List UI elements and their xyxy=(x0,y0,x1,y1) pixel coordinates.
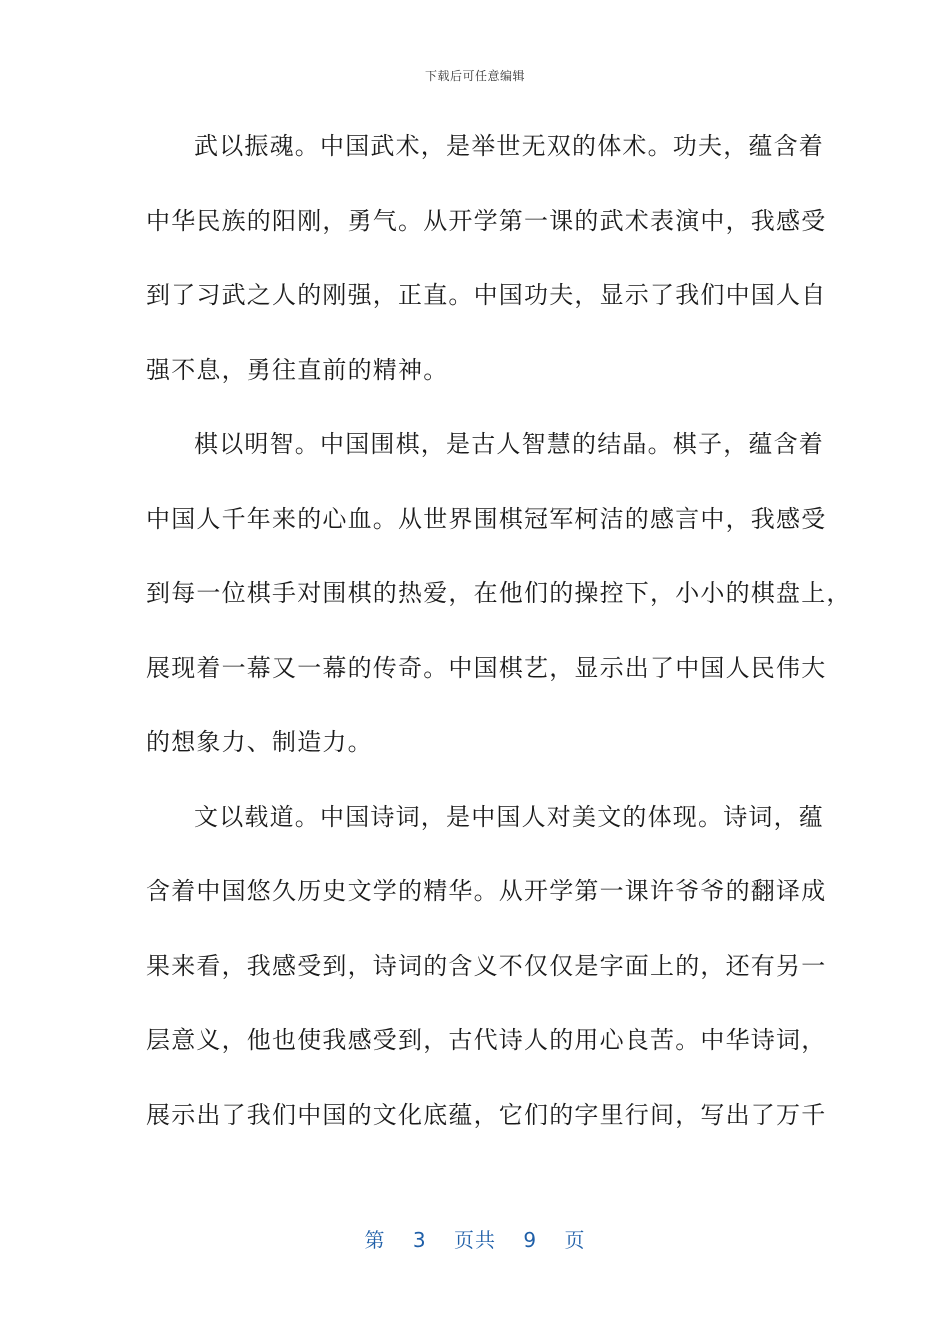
page-header: 下载后可任意编辑 xyxy=(424,69,525,83)
paragraph-line: 中华民族的阳刚，勇气。从开学第一课的武术表演中，我感受 xyxy=(146,206,827,235)
paragraph-line: 强不息，勇往直前的精神。 xyxy=(146,355,449,384)
paragraph-martial-arts xyxy=(146,118,827,416)
paragraph-line: 棋以明智。中国围棋，是古人智慧的结晶。棋子，蕴含着 xyxy=(194,430,824,458)
page-label-middle: 页共 xyxy=(454,1228,496,1252)
paragraph-line: 展示出了我们中国的文化底蕴，它们的字里行间，写出了万千 xyxy=(146,1100,827,1129)
paragraph-line: 武以振魂。中国武术，是举世无双的体术。功夫，蕴含着 xyxy=(194,132,824,160)
page-label-suffix: 页 xyxy=(564,1228,586,1252)
paragraph-line: 果来看，我感受到，诗词的含义不仅仅是字面上的，还有另一 xyxy=(146,951,827,980)
paragraph-line: 展现着一幕又一幕的传奇。中国棋艺，显示出了中国人民伟大 xyxy=(146,653,827,682)
current-page-number: 3 xyxy=(412,1228,427,1252)
paragraph-line: 到了习武之人的刚强，正直。中国功夫，显示了我们中国人自 xyxy=(146,281,827,309)
paragraph-line: 含着中国悠久历史文学的精华。从开学第一课许爷爷的翻译成 xyxy=(146,877,827,905)
page-number-footer xyxy=(0,1224,950,1253)
paragraph-line: 到每一位棋手对围棋的热爱，在他们的操控下，小小的棋盘上， xyxy=(146,579,852,607)
paragraph-line: 文以载道。中国诗词，是中国人对美文的体现。诗词，蕴 xyxy=(194,802,824,831)
paragraph-go-chess xyxy=(146,416,852,789)
paragraph-poetry xyxy=(146,789,827,1162)
document-body xyxy=(146,118,852,1161)
total-page-number: 9 xyxy=(523,1228,538,1252)
paragraph-line: 中国人千年来的心血。从世界围棋冠军柯洁的感言中，我感受 xyxy=(146,504,827,533)
paragraph-line: 的想象力、制造力。 xyxy=(146,728,373,756)
paragraph-line: 层意义，他也使我感受到，古代诗人的用心良苦。中华诗词， xyxy=(146,1026,827,1054)
page-label-prefix: 第 xyxy=(364,1228,386,1252)
